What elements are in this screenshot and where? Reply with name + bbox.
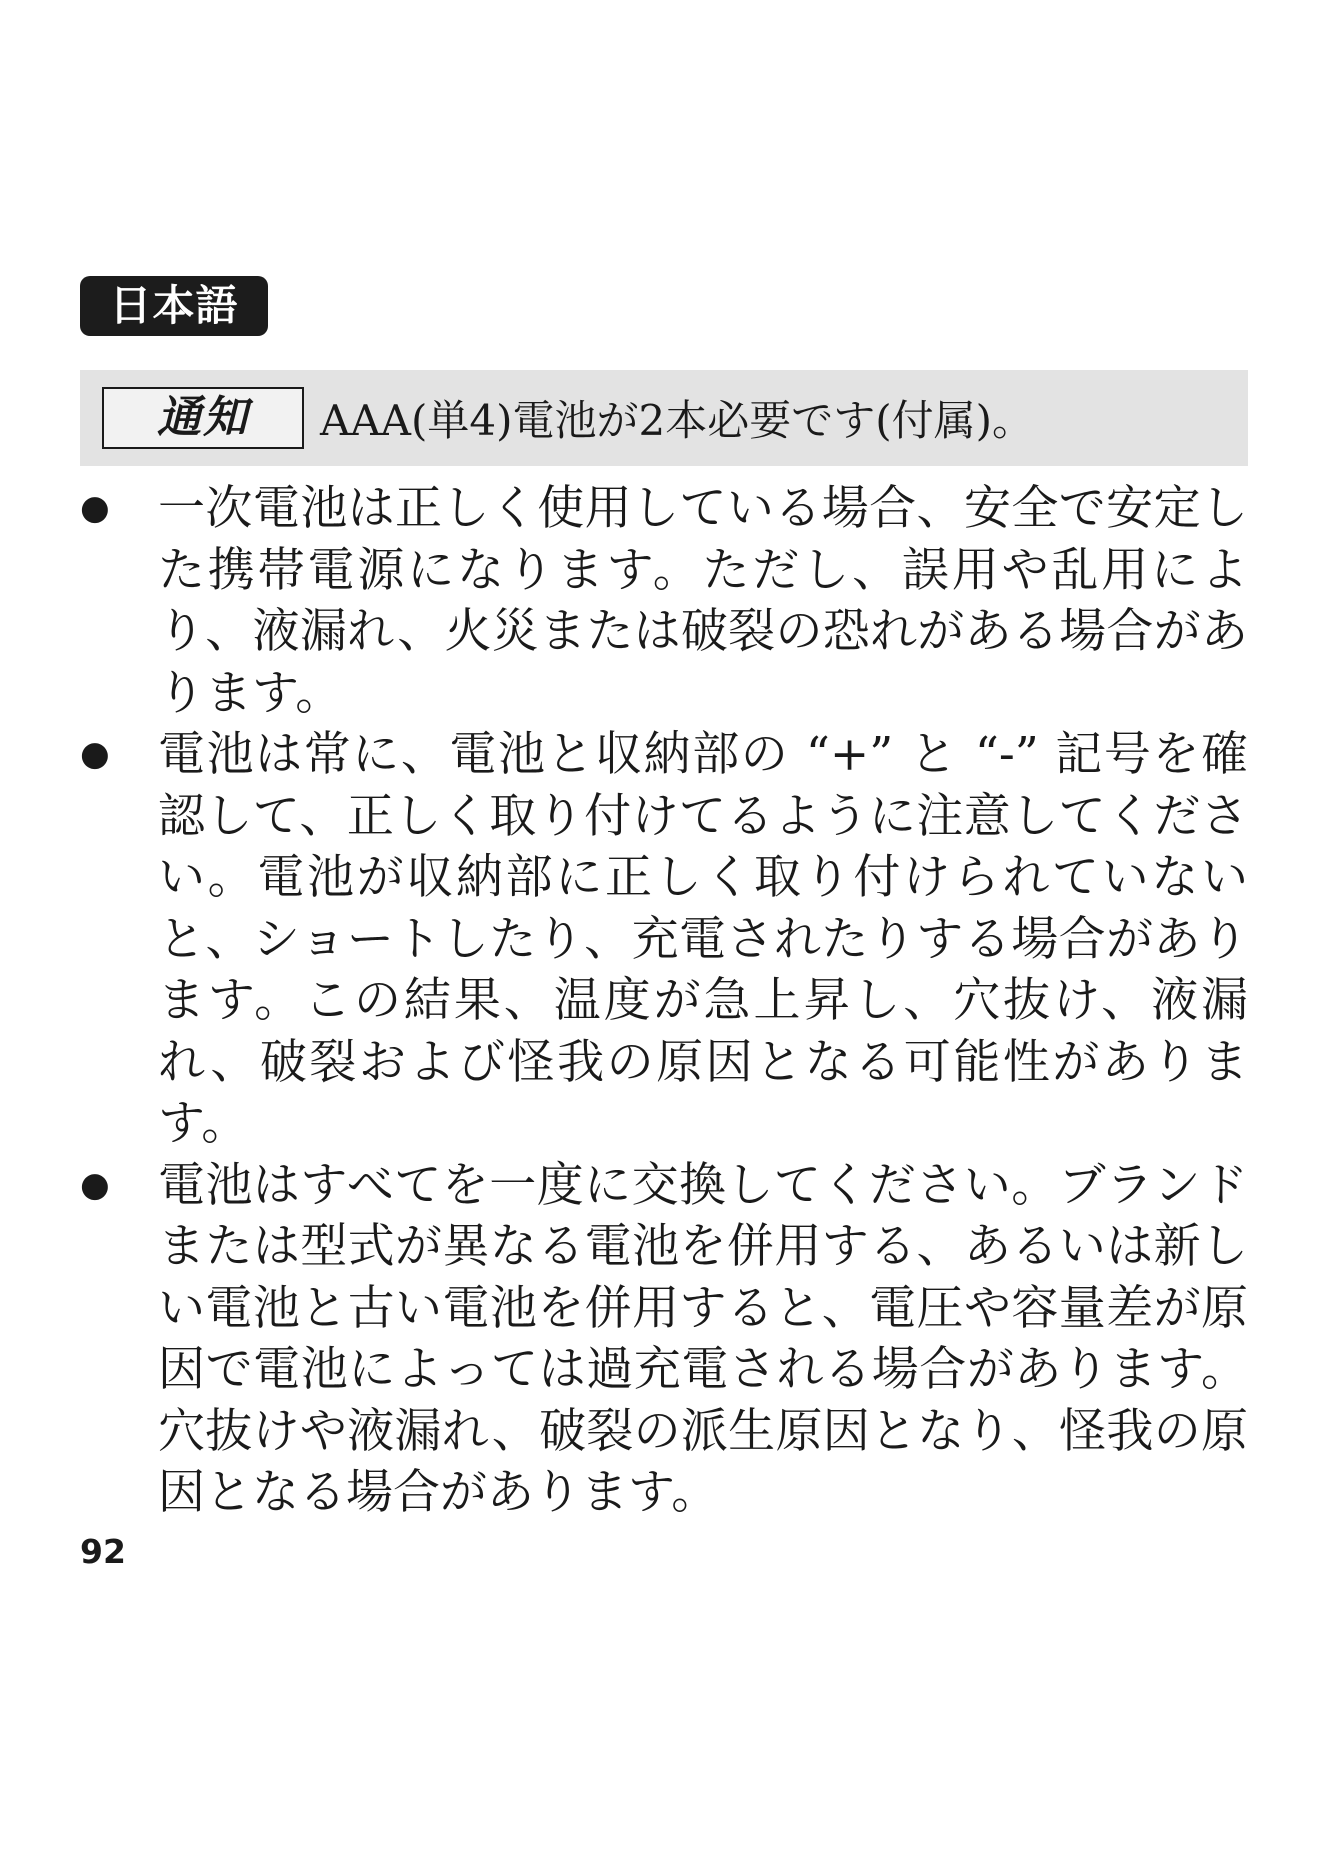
bullet-text: 電池はすべてを一度に交換してください。ブランドまたは型式が異なる電池を併用する、あるいは新しい電池と古い電池を併用すると、電圧や容量差が原因で電池によっては過充電される場合があります。穴抜けや液漏れ、破裂の派生原因となり、怪我の原因となる場合があります。 <box>158 1157 1248 1520</box>
bullet-icon: ● <box>80 734 110 774</box>
bullet-icon: ● <box>80 488 110 528</box>
notice-text: AAA(単4)電池が2本必要です(付属)。 <box>320 396 1034 445</box>
language-tab: 日本語 <box>80 276 268 336</box>
bullet-text: 一次電池は正しく使用している場合、安全で安定した携帯電源になります。ただし、誤用や乱用により、液漏れ、火災または破裂の恐れがある場合があります。 <box>158 481 1248 721</box>
bullet-icon: ● <box>80 1164 110 1205</box>
page-number: 92 <box>80 1532 126 1571</box>
notice-label: 通知 <box>102 387 304 449</box>
list-item <box>80 1155 1248 1524</box>
warning-list <box>80 478 1248 1524</box>
list-item <box>80 478 1248 724</box>
bullet-text: 電池は常に、電池と収納部の “+” と “-” 記号を確認して、正しく取り付けてるように注意してください。電池が収納部に正しく取り付けられていないと、ショートしたり、充電されたりする場合があります。この結果、温度が急上昇し、穴抜け、液漏れ、破裂および怪我の原因となる可能性があります。 <box>158 727 1248 1151</box>
list-item <box>80 724 1248 1155</box>
notice-bar <box>80 370 1248 466</box>
